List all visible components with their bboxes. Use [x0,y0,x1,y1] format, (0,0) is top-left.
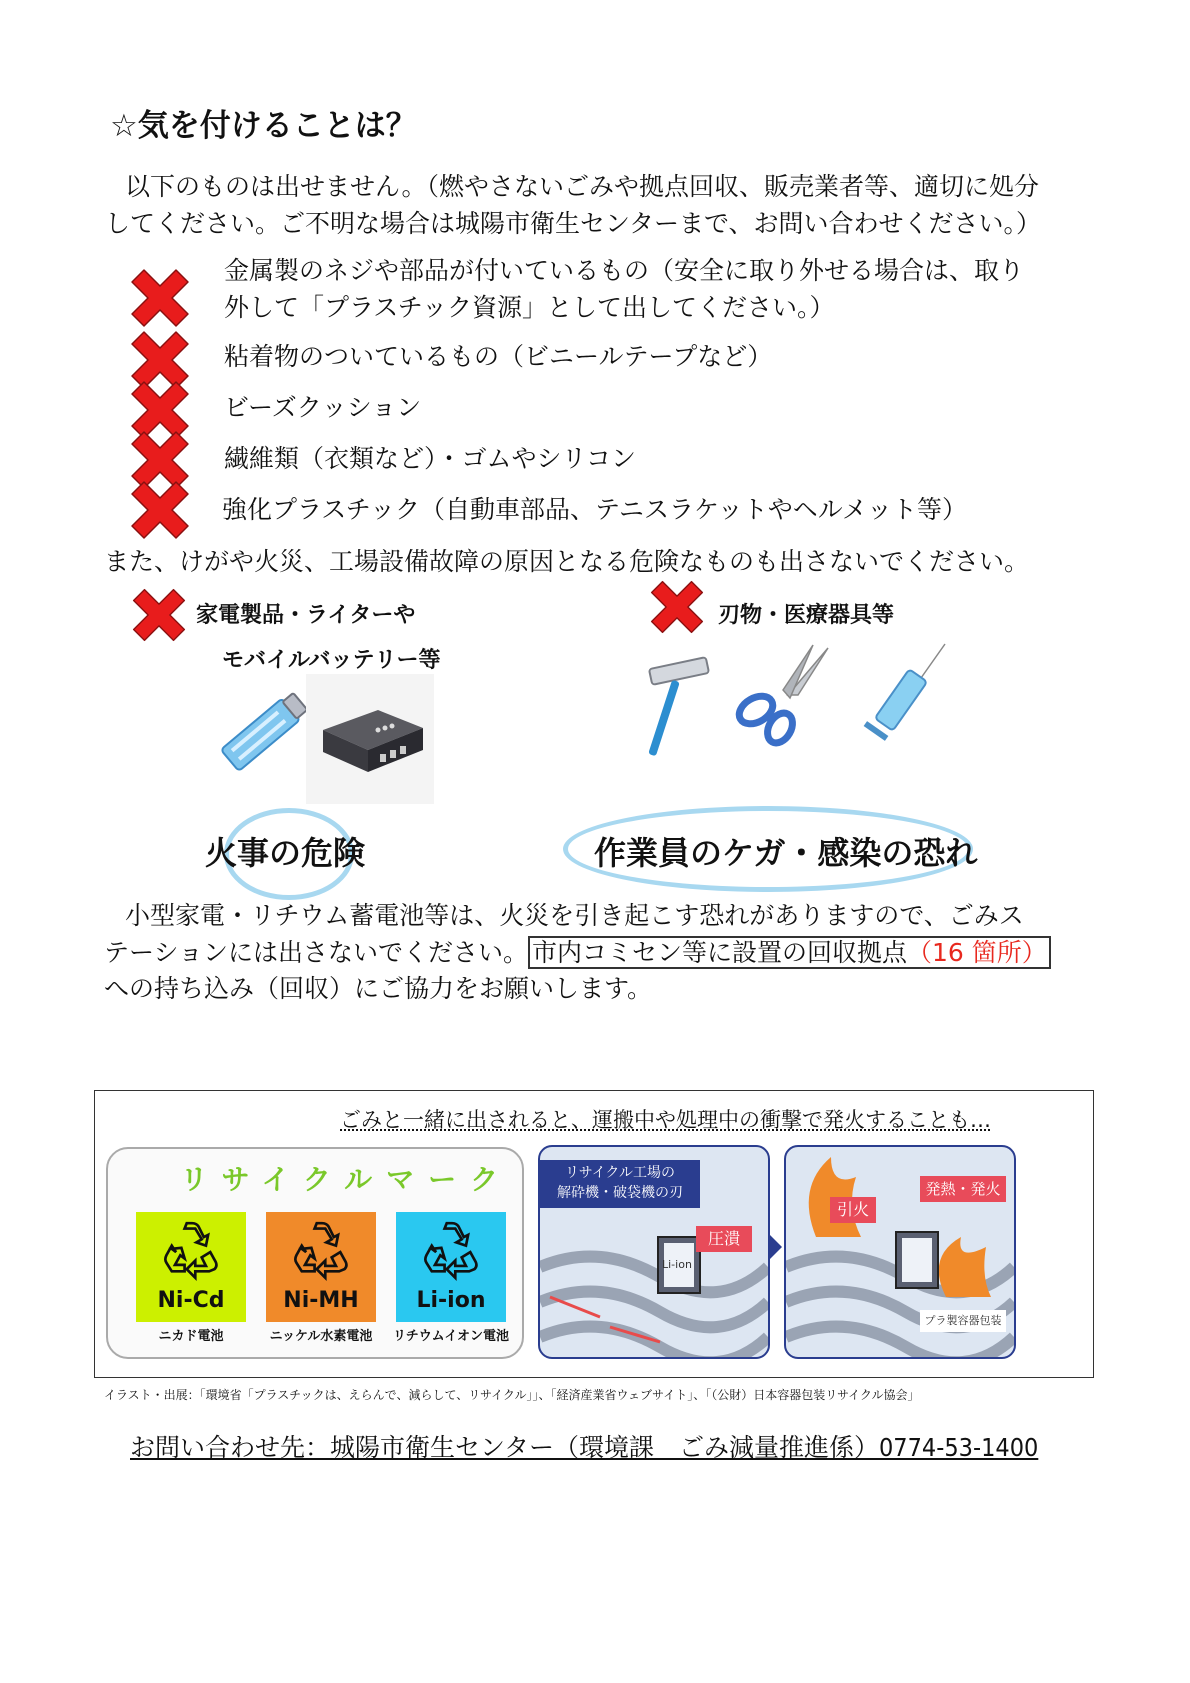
battery-label: Li-ion [662,1258,692,1271]
battery-para-line-3: への持ち込み（回収）にご協力をお願いします。 [104,974,653,1003]
panel1-title-line-2: 解砕機・破袋機の刃 [557,1185,683,1201]
plastic-packaging-tag: プラ製容器包装 [920,1310,1006,1332]
recycle-mark-title: リサイクルマーク [180,1163,513,1196]
collection-point-highlight [528,936,1051,969]
battery-para-line-2 [104,934,1051,971]
razor-icon [620,655,710,760]
recycle-icon [156,1220,226,1282]
arrow-right-icon [770,1235,782,1259]
mark-label: Li-ion [416,1288,486,1313]
cross-mark-icon [128,478,192,542]
fire-risk-label: 火事の危険 [205,834,366,872]
danger-left-label-1: 家電製品・ライターや [196,603,416,628]
mobile-battery-icon [318,700,428,780]
credit-line: イラスト・出展：「環境省「プラスチックは、えらんで、減らして、リサイクル」」、「経済産業省ウェブサイト」、「（公財）日本容器包装リサイクル協会」 [104,1388,920,1402]
mark-label: Ni-MH [283,1288,359,1313]
panel1-title-line-1: リサイクル工場の [564,1165,676,1181]
injury-risk-label: 作業員のケガ・感染の恐れ [594,834,978,872]
cross-mark-icon [648,578,706,636]
mark-label: Ni-Cd [157,1288,225,1313]
danger-intro: また、けがや火災、工場設備故障の原因となる危険なものも出さないでください。 [104,547,1030,576]
page-title: ☆気を付けることは？ [110,108,417,144]
mark-sub: ニッケル水素電池 [269,1329,373,1344]
syringe-icon [855,640,950,755]
lighter-icon [208,685,318,775]
prohibited-item-text: 繊維類（衣類など）・ゴムやシリコン [224,444,637,473]
crush-tag: 圧潰 [696,1226,752,1252]
collection-count: （16 箇所） [907,938,1047,967]
panel1-title [540,1163,700,1203]
contact-line: お問い合わせ先：城陽市衛生センター（環境課 ごみ減量推進係）0774-53-1400 [130,1433,1039,1462]
intro-line-2: してください。ご不明な場合は城陽市衛生センターまで、お問い合わせください。） [105,209,1042,238]
prohibited-item-text: 強化プラスチック（自動車部品、テニスラケットやヘルメット等） [222,495,968,524]
prohibited-item-text: 外して「プラスチック資源」として出してください。） [224,293,835,322]
scissors-icon [728,640,838,750]
battery-para-line-1: 小型家電・リチウム蓄電池等は、火災を引き起こす恐れがありますので、ごみス [125,901,1024,930]
recycle-icon [416,1220,486,1282]
frame-caption: ごみと一緒に出されると、運搬中や処理中の衝撃で発火することも… [340,1108,991,1132]
danger-right-label: 刃物・医療器具等 [718,603,895,628]
prohibited-item-text: 粘着物のついているもの（ビニールテープなど） [224,342,773,371]
mark-sub: ニカド電池 [158,1329,224,1344]
danger-left-label-2: モバイルバッテリー等 [222,648,441,673]
collection-point-text: 市内コミセン等に設置の回収拠点 [532,938,908,967]
intro-line-1: 以下のものは出せません。（燃やさないごみや拠点回収、販売業者等、適切に処分 [125,172,1040,201]
ignition-tag: 引火 [830,1197,876,1223]
recycle-icon [286,1220,356,1282]
cross-mark-icon [130,586,188,644]
battery-para-text: テーションには出さないでください。 [104,938,529,967]
heat-fire-tag: 発熱・発火 [920,1176,1006,1202]
prohibited-item-text: ビーズクッション [224,393,422,422]
cross-mark-icon [128,266,192,330]
mark-sub: リチウムイオン電池 [393,1329,509,1344]
prohibited-item-text: 金属製のネジや部品が付いているもの（安全に取り外せる場合は、取り [224,256,1025,285]
